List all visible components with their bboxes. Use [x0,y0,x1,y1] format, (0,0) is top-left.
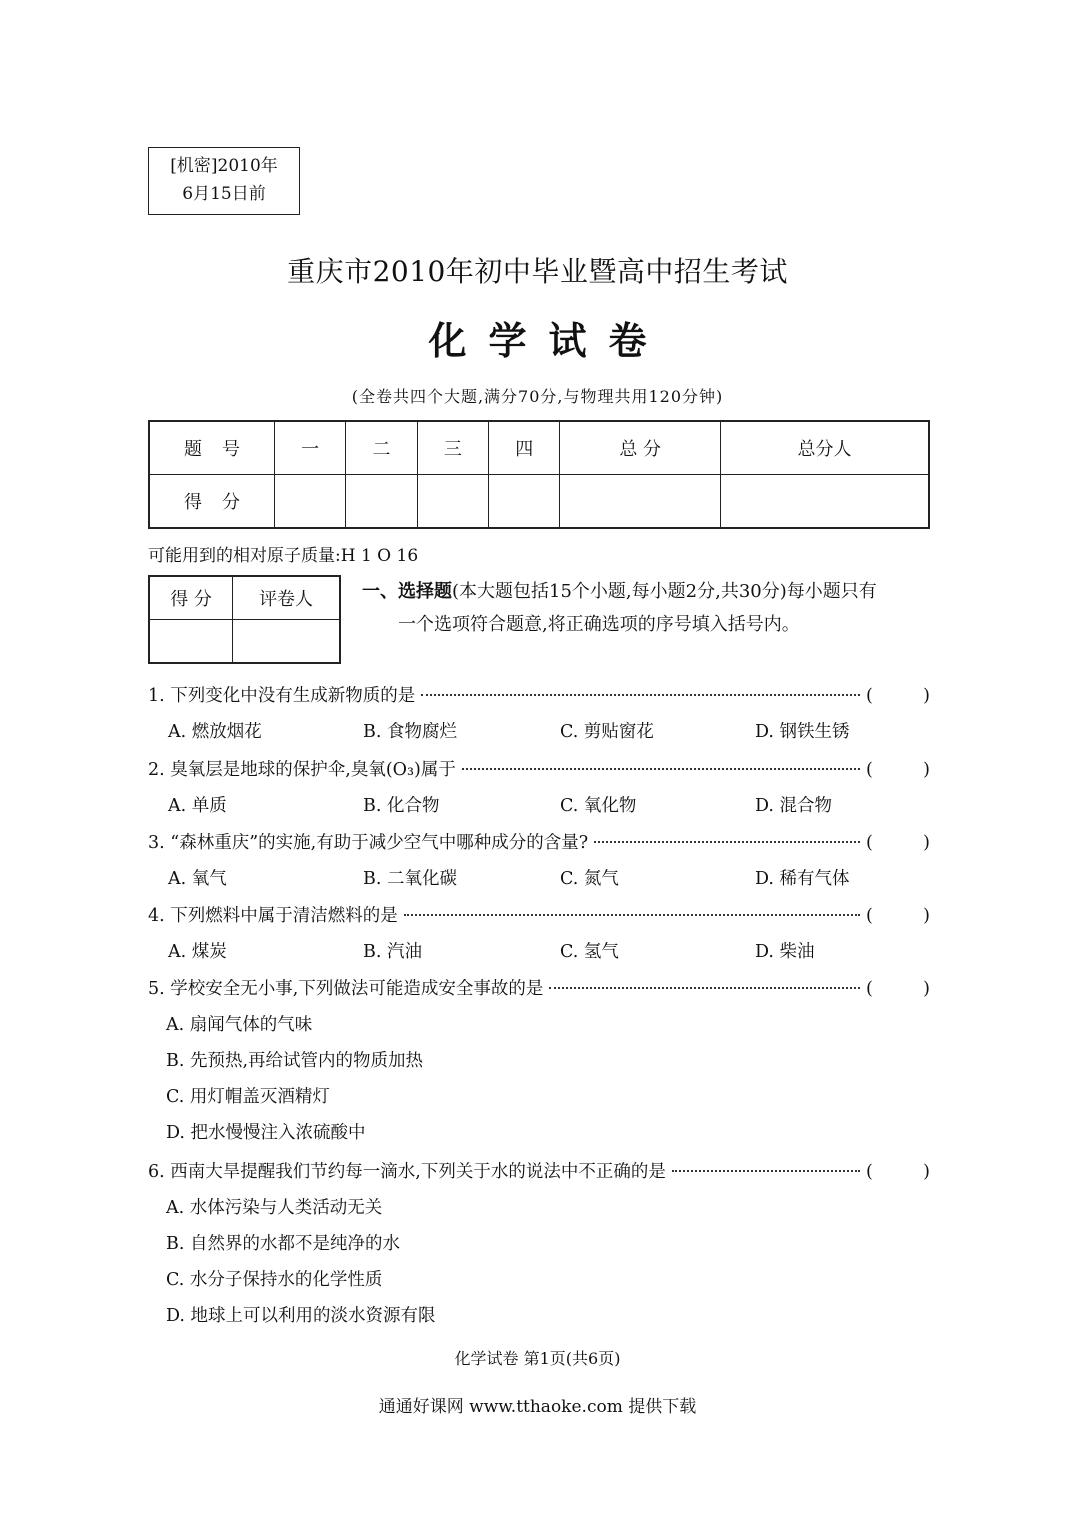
col-2: 二 [346,421,417,475]
option-b[interactable]: B. 化合物 [363,796,440,816]
question-6 [148,1158,930,1183]
question-stem: 4. 下列燃料中属于清洁燃料的是 [148,906,398,926]
answer-bracket[interactable]: ( ) [866,979,930,999]
leader-dots [672,1170,860,1172]
page-footer: 化学试卷 第1页(共6页) [454,1349,621,1368]
leader-dots [462,768,860,770]
score-cell[interactable] [720,475,929,529]
option-d[interactable]: D. 稀有气体 [755,869,850,889]
leader-dots [594,841,860,843]
option-b[interactable]: B. 食物腐烂 [363,722,457,742]
col-4: 四 [489,421,560,475]
option-b[interactable]: B. 先预热,再给试管内的物质加热 [166,1051,424,1071]
section-1-title [362,575,937,608]
option-d[interactable]: D. 地球上可以利用的淡水资源有限 [166,1306,436,1326]
confidential-line1: [机密]2010年 [170,156,278,176]
option-a[interactable]: A. 煤炭 [168,942,227,962]
subject-title: 化学试卷 [428,318,669,363]
score-table-score-row [149,475,929,529]
col-1: 一 [275,421,346,475]
option-d[interactable]: D. 把水慢慢注入浓硫酸中 [166,1123,366,1143]
option-b[interactable]: B. 自然界的水都不是纯净的水 [166,1234,400,1254]
confidential-line2: 6月15日前 [182,184,266,204]
option-c[interactable]: C. 氮气 [560,869,619,889]
col-3: 三 [417,421,488,475]
col-total: 总 分 [560,421,721,475]
answer-bracket[interactable]: ( ) [866,833,930,853]
grader-table [148,575,341,664]
download-watermark: 通通好课网 www.tthaoke.com 提供下载 [378,1397,697,1417]
atomic-masses: 可能用到的相对原子质量:H 1 O 16 [148,546,419,566]
option-a[interactable]: A. 氧气 [168,869,227,889]
question-stem: 1. 下列变化中没有生成新物质的是 [148,686,416,706]
option-c[interactable]: C. 水分子保持水的化学性质 [166,1270,383,1290]
score-table-header-row [149,421,929,475]
score-cell[interactable] [346,475,417,529]
leader-dots [549,987,860,989]
question-2 [148,756,930,781]
option-a[interactable]: A. 扇闻气体的气味 [166,1015,313,1035]
question-stem: 3. “森林重庆”的实施,有助于减少空气中哪种成分的含量? [148,833,589,853]
option-b[interactable]: B. 二氧化碳 [363,869,457,889]
question-5 [148,975,930,1000]
question-stem: 5. 学校安全无小事,下列做法可能造成安全事故的是 [148,979,544,999]
option-a[interactable]: A. 燃放烟花 [168,722,262,742]
section-1-desc: (本大题包括15个小题,每小题2分,共30分)每小题只有 [452,581,877,602]
option-c[interactable]: C. 用灯帽盖灭酒精灯 [166,1087,330,1107]
option-d[interactable]: D. 钢铁生锈 [755,722,850,742]
score-cell[interactable] [560,475,721,529]
answer-bracket[interactable]: ( ) [866,1162,930,1182]
score-cell[interactable] [417,475,488,529]
section-1-instruction: 一个选项符合题意,将正确选项的序号填入括号内。 [398,614,800,635]
answer-bracket[interactable]: ( ) [866,906,930,926]
question-3 [148,829,930,854]
grader-name-cell[interactable] [233,620,340,664]
score-table [148,420,930,529]
col-scorer: 总分人 [720,421,929,475]
section-1-label: 一、选择题 [362,581,452,602]
exam-note: (全卷共四个大题,满分70分,与物理共用120分钟) [351,387,724,406]
answer-bracket[interactable]: ( ) [866,686,930,706]
score-header: 得分 [149,475,275,529]
option-c[interactable]: C. 剪贴窗花 [560,722,654,742]
answer-bracket[interactable]: ( ) [866,760,930,780]
question-stem: 6. 西南大旱提醒我们节约每一滴水,下列关于水的说法中不正确的是 [148,1162,666,1182]
question-number-header: 题号 [149,421,275,475]
grader-score-cell[interactable] [149,620,233,664]
confidential-stamp [148,147,300,215]
option-d[interactable]: D. 柴油 [755,942,815,962]
exam-title: 重庆市2010年初中毕业暨高中招生考试 [287,255,788,288]
leader-dots [404,914,860,916]
option-b[interactable]: B. 汽油 [363,942,422,962]
score-cell[interactable] [489,475,560,529]
option-a[interactable]: A. 水体污染与人类活动无关 [166,1198,383,1218]
leader-dots [421,694,860,696]
score-cell[interactable] [275,475,346,529]
grader-name-header: 评卷人 [233,576,340,620]
option-c[interactable]: C. 氢气 [560,942,619,962]
question-1 [148,682,930,707]
option-c[interactable]: C. 氧化物 [560,796,637,816]
option-a[interactable]: A. 单质 [168,796,227,816]
option-d[interactable]: D. 混合物 [755,796,833,816]
grader-score-header: 得 分 [149,576,233,620]
question-stem: 2. 臭氧层是地球的保护伞,臭氧(O₃)属于 [148,760,456,780]
question-4 [148,902,930,927]
